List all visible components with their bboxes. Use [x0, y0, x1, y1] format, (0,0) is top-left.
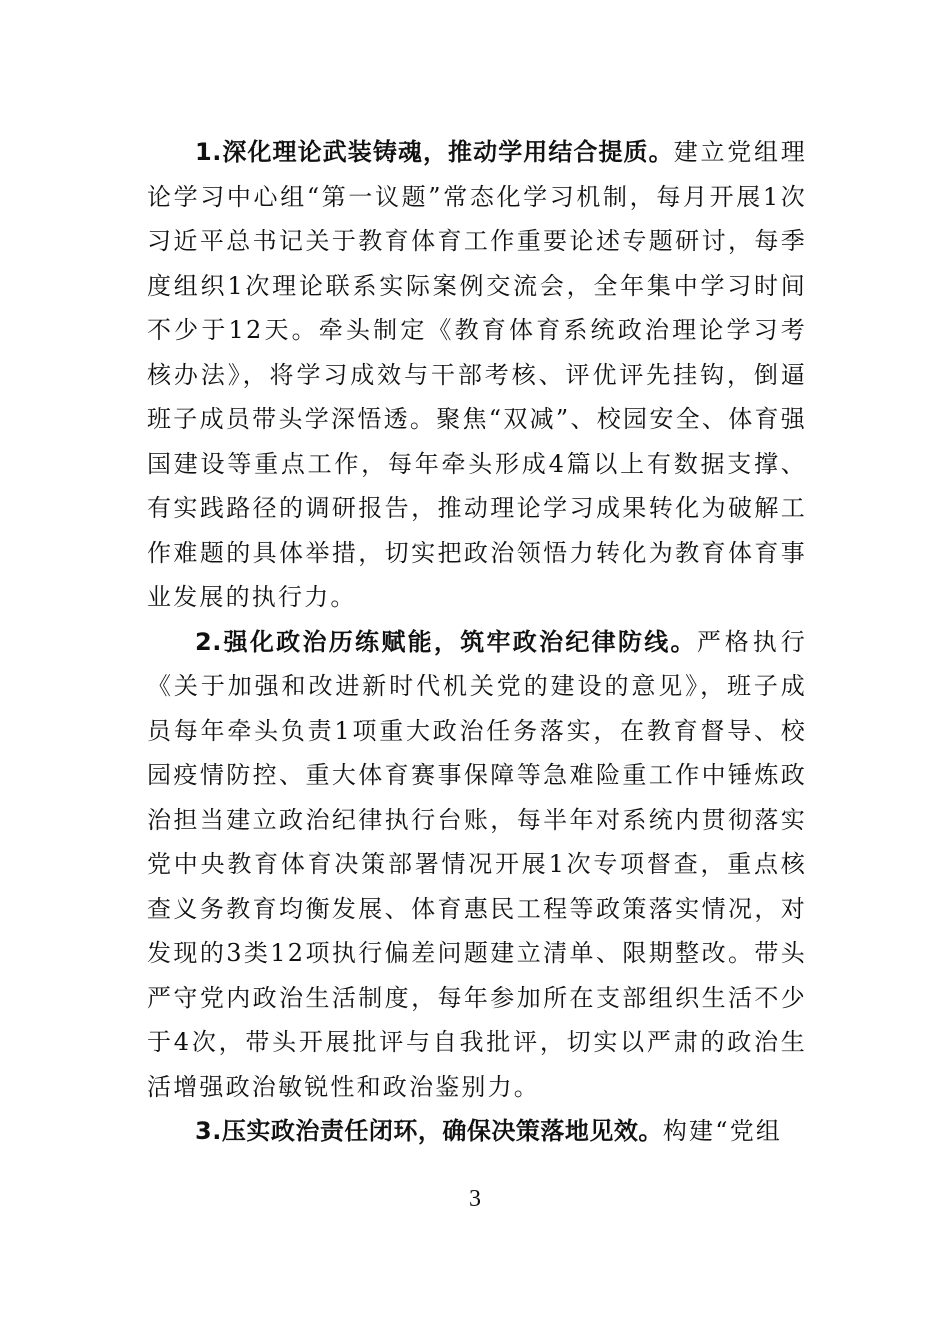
paragraph-3	[147, 1109, 807, 1154]
paragraph-3-heading: 3.压实政治责任闭环，确保决策落地见效。	[195, 1117, 663, 1145]
paragraph-2-heading: 2.强化政治历练赋能，筑牢政治纪律防线。	[195, 627, 697, 656]
paragraph-3-body: 构建“党组	[662, 1117, 783, 1145]
paragraph-1	[147, 130, 807, 620]
document-page	[147, 130, 807, 1154]
paragraph-2	[147, 620, 807, 1110]
paragraph-2-body: 严格执行《关于加强和改进新时代机关党的建设的意见》，班子成员每年牵头负责1项重大政治任务落实，在教育督导、校园疫情防控、重大体育赛事保障等急难险重工作中锤炼政治担当建立政治纪律执行台账，每半年对系统内贯彻落实党中央教育体育决策部署情况开展1次专项督查，重点核查义务教育均衡发展、体育惠民工程等政策落实情况，对发现的3类12项执行偏差问题建立清单、限期整改。带头严守党内政治生活制度，每年参加所在支部组织生活不少于4次，带头开展批评与自我批评，切实以严肃的政治生活增强政治敏锐性和政治鉴别力。	[147, 627, 807, 1101]
paragraph-1-heading: 1.深化理论武装铸魂，推动学用结合提质。	[195, 138, 674, 166]
paragraph-1-body: 建立党组理论学习中心组“第一议题”常态化学习机制，每月开展1次习近平总书记关于教育体育工作重要论述专题研讨，每季度组织1次理论联系实际案例交流会，全年集中学习时间不少于12天。牵头制定《教育体育系统政治理论学习考核办法》，将学习成效与干部考核、评优评先挂钩，倒逼班子成员带头学深悟透。聚焦“双减”、校园安全、体育强国建设等重点工作，每年牵头形成4篇以上有数据支撑、有实践路径的调研报告，推动理论学习成果转化为破解工作难题的具体举措，切实把政治领悟力转化为教育体育事业发展的执行力。	[147, 138, 807, 611]
page-number: 3	[469, 1186, 481, 1212]
